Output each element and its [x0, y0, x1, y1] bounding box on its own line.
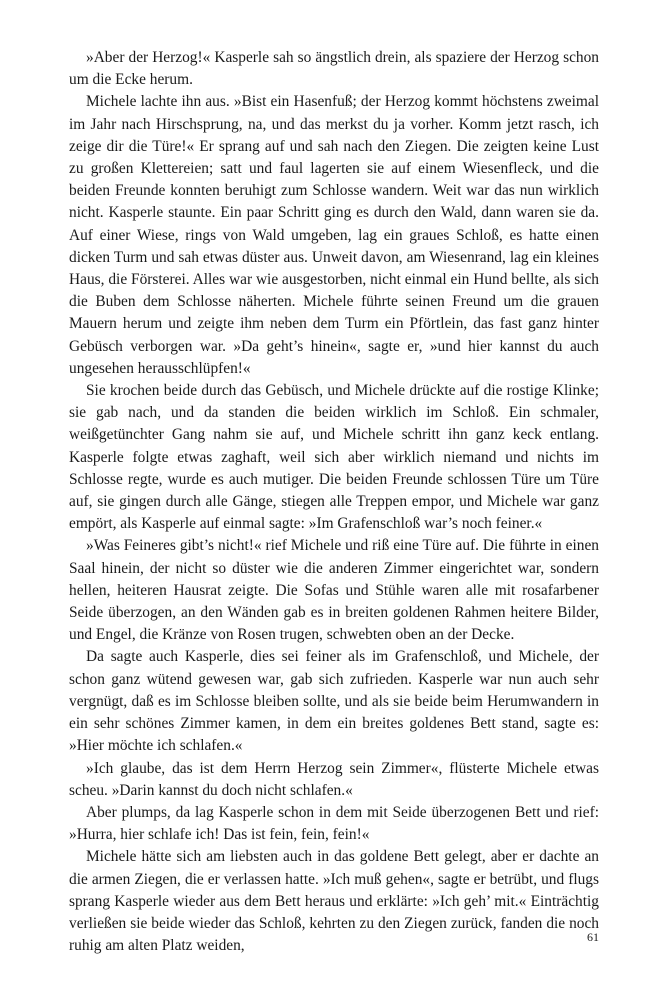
paragraph: »Ich glaube, das ist dem Herrn Herzog sein Zimmer«, flüsterte Michele etwas scheu. »Darin kannst du doch nicht schlafen.« — [69, 759, 599, 799]
paragraph: Sie krochen beide durch das Gebüsch, und Michele drückte auf die rostige Klinke; sie gab nach, und da standen die beiden wirklich im Schloß. Ein schmaler, weißgetünchter Gang nahm sie auf, und Michele schritt ihn ganz keck entlang. Kasperle folgte etwas zaghaft, weil sich aber wirklich niemand und nichts im Schlosse regte, wurde es auch mutiger. Die beiden Freunde schlossen Türe um Türe auf, sie gingen durch alle Gänge, stiegen alle Treppen empor, und Michele war ganz empört, als Kasperle auf einmal sagte: »Im Grafenschloß war’s noch feiner.« — [69, 382, 599, 533]
page-number: 61 — [587, 930, 599, 944]
body-text — [69, 47, 599, 957]
paragraph: Da sagte auch Kasperle, dies sei feiner als im Grafenschloß, und Michele, der schon ganz wütend gewesen war, gab sich zufrieden. Kasperle war nun auch sehr vergnügt, daß es im Schlosse bleiben sollte, und als sie beide beim Herumwandern in ein sehr schönes Zimmer kamen, in dem ein breites goldenes Bett stand, sagte es: »Hier möchte ich schlafen.« — [69, 648, 599, 755]
paragraph: »Aber der Herzog!« Kasperle sah so ängstlich drein, als spaziere der Herzog schon um die Ecke herum. — [69, 49, 599, 89]
paragraph: Michele lachte ihn aus. »Bist ein Hasenfuß; der Herzog kommt höchstens zweimal im Jahr nach Hirschsprung, na, und das merkst du ja vorher. Komm jetzt rasch, ich zeige dir die Türe!« Er sprang auf und sah nach den Ziegen. Die zeigten keine Lust zu großen Klettereien; satt und faul lagerten sie auf einem Wiesenfleck, und die beiden Freunde konnten beruhigt zum Schlosse wandern. Weit war das nun wirklich nicht. Kasperle staunte. Ein paar Schritt ging es durch den Wald, dann waren sie da. Auf einer Wiese, rings von Wald umgeben, lag ein graues Schloß, es hatte einen dicken Turm und sah etwas düster aus. Unweit davon, am Wiesenrand, lag ein kleines Haus, die Försterei. Alles war wie ausgestorben, nicht einmal ein Hund bellte, als sich die Buben dem Schlosse näherten. Michele führte seinen Freund um die grauen Mauern herum und zeigte ihm neben dem Turm ein Pförtlein, das fast ganz hinter Gebüsch verborgen war. »Da geht’s hinein«, sagte er, »und hier kannst du auch ungesehen herausschlüpfen!« — [69, 93, 599, 377]
paragraph: »Was Feineres gibt’s nicht!« rief Michele und riß eine Türe auf. Die führte in einen Saal hinein, der nicht so düster wie die anderen Zimmer eingerichtet war, sondern hellen, heiteren Hausrat zeigte. Die Sofas und Stühle waren alle mit rosafarbener Seide überzogen, an den Wänden gab es in breiten goldenen Rahmen heitere Bilder, und Engel, die Kränze von Rosen trugen, schwebten oben an der Decke. — [69, 537, 599, 644]
paragraph: Michele hätte sich am liebsten auch in das goldene Bett gelegt, aber er dachte an die armen Ziegen, die er verlassen hatte. »Ich muß gehen«, sagte er betrübt, und flugs sprang Kasperle wieder aus dem Bett heraus und erklärte: »Ich geh’ mit.« Einträchtig verließen sie beide wieder das Schloß, kehrten zu den Ziegen zurück, fanden die noch ruhig am alten Platz weiden, — [69, 848, 599, 955]
paragraph: Aber plumps, da lag Kasperle schon in dem mit Seide überzogenen Bett und rief: »Hurra, hier schlafe ich! Das ist fein, fein, fein!« — [69, 803, 599, 844]
